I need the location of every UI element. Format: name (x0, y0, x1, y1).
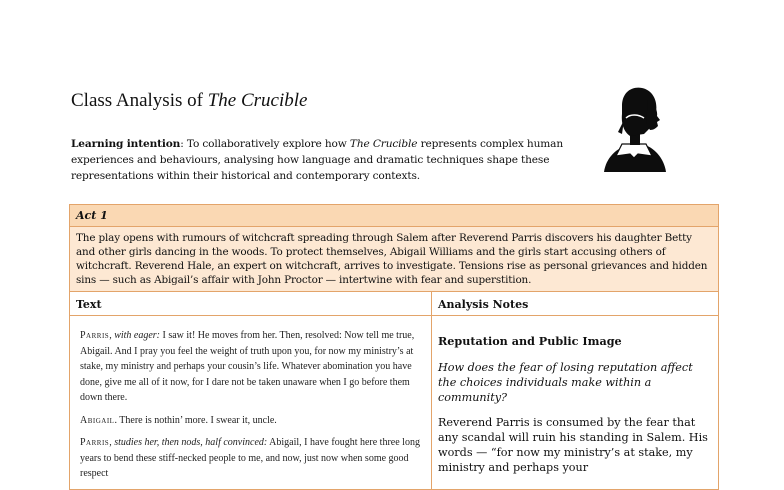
stage-direction: , with eager: (109, 330, 161, 341)
title-prefix: Class Analysis of (71, 90, 208, 111)
act-heading: Act 1 (70, 205, 719, 227)
column-header-text: Text (70, 292, 432, 316)
learning-intention-label: Learning intention (71, 138, 181, 150)
excerpt-line (80, 328, 421, 406)
learning-intention-work: The Crucible (349, 138, 418, 150)
act-analysis-table (69, 204, 719, 490)
speaker-name: Parris (80, 437, 110, 448)
learning-intention-text-1: : To collaboratively explore how (180, 138, 350, 150)
dialogue: There is nothin’ more. I swear it, uncle. (116, 414, 277, 426)
act-summary: The play opens with rumours of witchcraft spreading through Salem after Reverend Parris discovers his daughter Betty and other girls dancing in the woods. To protect themselves, Abigail Williams and the girls start accusing others of witchcraft. Reverend Hale, an expert on witchcraft, arrives to investigate. Tensions rise as personal grievances and hidden sins — such as Abigail’s affair with John Proctor — intertwine with fear and superstition. (70, 227, 719, 292)
notes-heading: Reputation and Public Image (438, 334, 622, 348)
excerpt-line (80, 413, 421, 429)
page-title (71, 90, 307, 112)
notes-question: How does the fear of losing reputation affect the choices individuals make within a community? (438, 361, 693, 404)
stage-direction: . (114, 414, 117, 426)
learning-intention-text-2: represents complex human experiences and behaviours, analysing how language and dramatic techniques shape these representations within their historical and contemporary contexts. (71, 138, 564, 182)
text-excerpt-cell (70, 316, 432, 490)
column-header-analysis-notes: Analysis Notes (432, 292, 719, 316)
analysis-notes-cell (432, 316, 719, 490)
stage-direction: , studies her, then nods, half convinced: (109, 437, 268, 448)
puritan-woman-silhouette-icon (600, 84, 668, 174)
dialogue: Abigail, I have fought here three long years to bend these stiff-necked people to me, and now, just now when some good respect (80, 437, 420, 479)
notes-body: Reverend Parris is consumed by the fear that any scandal will ruin his standing in Salem. His words — “for now my ministry’s at stake, my ministry and perhaps your (438, 416, 708, 474)
dialogue: I saw it! He moves from her. Then, resolved: Now tell me true, Abigail. And I pray you feel the weight of truth upon you, for now my ministry’s at stake, my ministry and perhaps your cousin’s life. Whatever abomination you have done, give me all of it now, for I dare not be taken unaware when I go before them down there. (80, 330, 415, 403)
speaker-name: Abigail (80, 414, 115, 426)
title-work: The Crucible (207, 90, 308, 111)
speaker-name: Parris (80, 330, 110, 341)
excerpt-line (80, 435, 421, 482)
learning-intention (71, 136, 611, 184)
